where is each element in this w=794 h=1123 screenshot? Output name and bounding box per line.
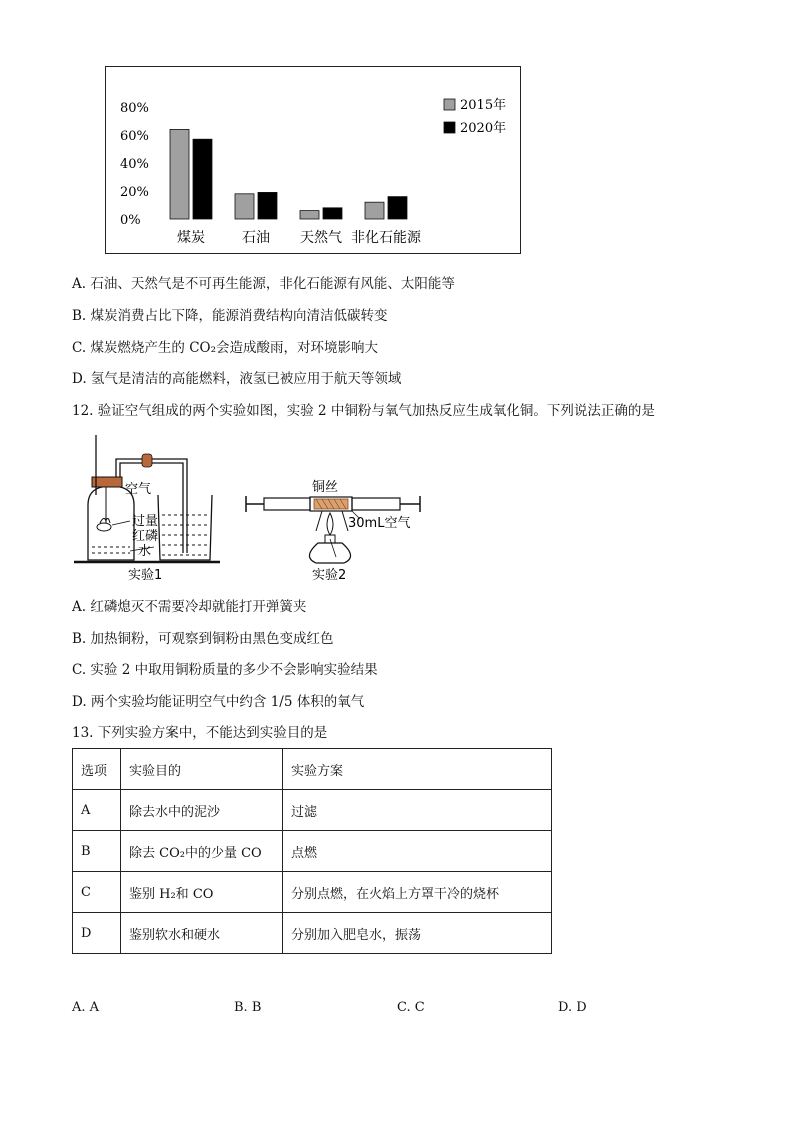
table-cell: 点燃 bbox=[283, 831, 552, 872]
experiment1-apparatus bbox=[74, 435, 220, 583]
caption-experiment1: 实验1 bbox=[128, 568, 163, 583]
x-category-label: 天然气 bbox=[300, 230, 342, 246]
q13-answer-c: C. C bbox=[397, 1000, 425, 1015]
table-header-row bbox=[73, 749, 552, 790]
q12-option-a: A. 红磷熄灭不需要冷却就能打开弹簧夹 bbox=[72, 599, 307, 615]
header-plan: 实验方案 bbox=[283, 749, 552, 790]
table-cell: 鉴别 H₂和 CO bbox=[121, 872, 283, 913]
label-red-phosphorus: 红磷 bbox=[132, 529, 159, 544]
bar bbox=[365, 202, 384, 219]
x-category-label: 石油 bbox=[242, 230, 270, 246]
bar bbox=[258, 192, 277, 219]
label-air-1: 空气 bbox=[125, 482, 152, 497]
legend-label: 2020年 bbox=[460, 121, 507, 136]
bar bbox=[300, 211, 319, 219]
q13-answer-b: B. B bbox=[234, 1000, 262, 1015]
y-tick-label: 80% bbox=[120, 101, 149, 116]
table-row bbox=[73, 872, 552, 913]
q11-option-d: D. 氢气是清洁的高能燃料，液氢已被应用于航天等领域 bbox=[72, 371, 402, 387]
y-tick-label: 0% bbox=[120, 213, 141, 228]
legend-swatch bbox=[444, 99, 455, 110]
x-category-label: 非化石能源 bbox=[351, 230, 421, 246]
q12-stem: 12. 验证空气组成的两个实验如图，实验 2 中铜粉与氧气加热反应生成氧化铜。下列说法正确的是 bbox=[72, 403, 655, 419]
table-cell: 除去 CO₂中的少量 CO bbox=[121, 831, 283, 872]
table-cell: D bbox=[73, 913, 121, 954]
bar bbox=[235, 194, 254, 219]
q13-answer-a: A. A bbox=[72, 1000, 100, 1015]
table-cell: B bbox=[73, 831, 121, 872]
table-cell: 分别加入肥皂水，振荡 bbox=[283, 913, 552, 954]
y-tick-label: 40% bbox=[120, 157, 149, 172]
q11-option-c: C. 煤炭燃烧产生的 CO₂会造成酸雨，对环境影响大 bbox=[72, 340, 379, 356]
table-cell: 过滤 bbox=[283, 790, 552, 831]
q13-plan-table bbox=[72, 748, 552, 954]
table-row bbox=[73, 790, 552, 831]
label-excess: 过量 bbox=[132, 514, 159, 529]
legend-swatch bbox=[444, 122, 455, 133]
y-tick-label: 20% bbox=[120, 185, 149, 200]
chart-canvas bbox=[106, 67, 522, 255]
q12-option-c: C. 实验 2 中取用铜粉质量的多少不会影响实验结果 bbox=[72, 662, 378, 678]
bar bbox=[323, 208, 342, 219]
q11-option-b: B. 煤炭消费占比下降，能源消费结构向清洁低碳转变 bbox=[72, 308, 388, 324]
energy-bar-chart bbox=[105, 66, 521, 254]
table-cell: A bbox=[73, 790, 121, 831]
label-water: 水 bbox=[138, 544, 152, 559]
table-cell: 分别点燃，在火焰上方罩干冷的烧杯 bbox=[283, 872, 552, 913]
table-cell: 鉴别软水和硬水 bbox=[121, 913, 283, 954]
experiment2-apparatus bbox=[246, 479, 420, 583]
table-cell: 除去水中的泥沙 bbox=[121, 790, 283, 831]
q13-stem: 13. 下列实验方案中，不能达到实验目的是 bbox=[72, 725, 328, 741]
q13-answer-d: D. D bbox=[558, 1000, 587, 1015]
bar bbox=[193, 139, 212, 219]
y-tick-label: 60% bbox=[120, 129, 149, 144]
q12-apparatus-figure bbox=[72, 435, 452, 585]
legend-label: 2015年 bbox=[460, 98, 507, 113]
bar bbox=[388, 197, 407, 219]
label-30ml-air: 30mL空气 bbox=[348, 516, 411, 531]
table-row bbox=[73, 831, 552, 872]
table-row bbox=[73, 913, 552, 954]
label-copper-wire: 铜丝 bbox=[312, 480, 339, 495]
header-option: 选项 bbox=[73, 749, 121, 790]
header-purpose: 实验目的 bbox=[121, 749, 283, 790]
q12-option-b: B. 加热铜粉，可观察到铜粉由黑色变成红色 bbox=[72, 631, 334, 647]
table-cell: C bbox=[73, 872, 121, 913]
caption-experiment2: 实验2 bbox=[312, 568, 347, 583]
x-category-label: 煤炭 bbox=[177, 230, 205, 246]
bar bbox=[170, 129, 189, 219]
q11-option-a: A. 石油、天然气是不可再生能源，非化石能源有风能、太阳能等 bbox=[72, 276, 455, 292]
q12-option-d: D. 两个实验均能证明空气中约含 1/5 体积的氧气 bbox=[72, 694, 365, 710]
